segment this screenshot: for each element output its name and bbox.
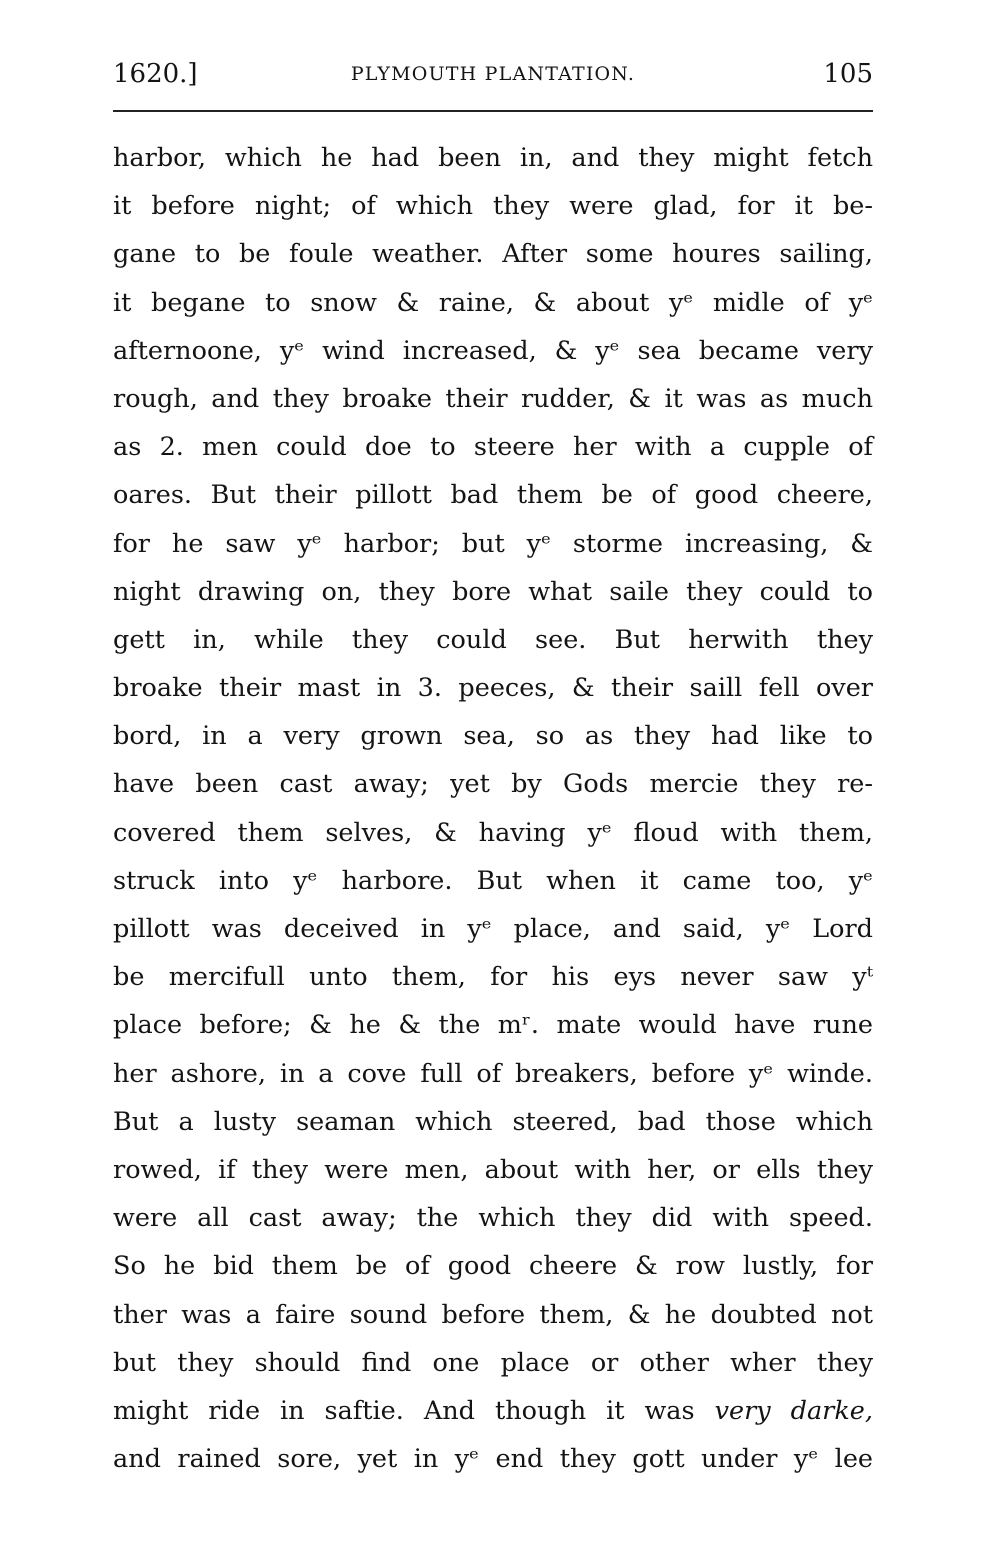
body-text	[113, 134, 873, 1483]
running-head-title: PLYMOUTH PLANTATION.	[350, 63, 636, 85]
header-rule	[113, 110, 873, 112]
text-line: pillott was deceived in yᵉ place, and said, yᵉ Lord	[113, 914, 873, 944]
book-page	[113, 52, 873, 1483]
text-line: oares. But their pillott bad them be of good cheere,	[113, 480, 873, 511]
text-line: for he saw yᵉ harbor; but yᵉ storme increasing, &	[113, 528, 873, 559]
text-line: be mercifull unto them, for his eys never saw yᵗ	[113, 962, 873, 993]
text-line: rough, and they broake their rudder, & it was as much	[113, 383, 873, 414]
text-line: gett in, while they could see. But herwith they	[113, 624, 873, 655]
page-number: 105	[823, 59, 873, 89]
text-line: and rained sore, yet in yᵉ end they gott under yᵉ lee	[113, 1444, 873, 1475]
text-line-with-italic	[113, 1387, 873, 1435]
text-line: it begane to snow & raine, & about yᵉ midle of yᵉ	[113, 287, 873, 318]
text-line-part: might ride in saftie. And though it was	[113, 1395, 695, 1426]
running-head-year: 1620.]	[113, 59, 198, 89]
text-line: bord, in a very grown sea, so as they had like to	[113, 721, 873, 752]
text-line: harbor, which he had been in, and they might fetch	[113, 143, 873, 173]
text-line: broake their mast in 3. peeces, & their saill fell over	[113, 673, 873, 704]
italic-phrase: very darke,	[714, 1395, 873, 1426]
text-line: as 2. men could doe to steere her with a cupple of	[113, 432, 873, 463]
text-line: afternoone, yᵉ wind increased, & yᵉ sea became very	[113, 335, 873, 366]
text-line: struck into yᵉ harbore. But when it came too, yᵉ	[113, 865, 873, 896]
text-line: it before night; of which they were glad, for it be-	[113, 191, 873, 222]
text-line: So he bid them be of good cheere & row lustly, for	[113, 1251, 873, 1282]
text-line: rowed, if they were men, about with her, or ells they	[113, 1154, 873, 1185]
text-line: covered them selves, & having yᵉ floud with them,	[113, 817, 873, 848]
text-line: have been cast away; yet by Gods mercie they re-	[113, 769, 873, 800]
text-line: night drawing on, they bore what saile they could to	[113, 576, 873, 607]
text-line: gane to be foule weather. After some houres sailing,	[113, 239, 873, 270]
text-line: ther was a faire sound before them, & he doubted not	[113, 1299, 873, 1330]
text-line: place before; & he & the mʳ. mate would have rune	[113, 1010, 873, 1041]
text-line: were all cast away; the which they did with speed.	[113, 1203, 873, 1234]
running-head	[113, 52, 873, 96]
text-line: her ashore, in a cove full of breakers, before yᵉ winde.	[113, 1058, 873, 1089]
text-line: but they should find one place or other wher they	[113, 1347, 873, 1378]
text-line: But a lusty seaman which steered, bad those which	[113, 1106, 873, 1137]
